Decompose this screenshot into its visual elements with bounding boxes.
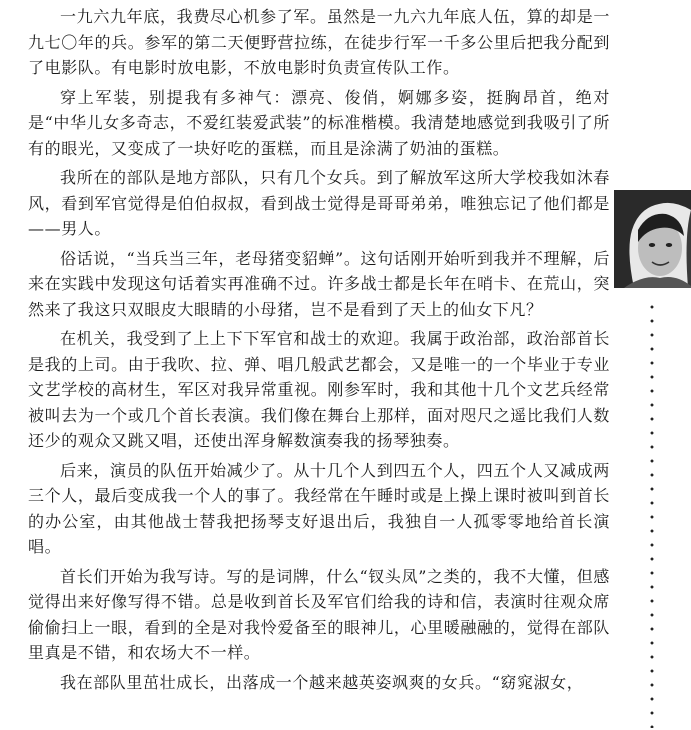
- paragraph-6: 后来，演员的队伍开始减少了。从十几个人到四五个人，四五个人又减成两三个人，最后变成我一个人的事了。我经常在午睡时或是上操上课时被叫到首长的办公室，由其他战士替我把扬琴支好退出后，我独自一人孤零零地给首长演唱。: [28, 460, 610, 556]
- paragraph-5: 在机关，我受到了上上下下军官和战士的欢迎。我属于政治部，政治部首长是我的上司。由于我吹、拉、弹、唱几般武艺都会，又是唯一的一个毕业于专业文艺学校的高材生，军区对我异常重视。刚参军时，我和其他十几个文艺兵经常被叫去为一个或几个首长表演。我们像在舞台上那样，面对咫尺之遥比我们人数还少的观众又跳又唱，还使出浑身解数演奏我的扬琴独奏。: [28, 329, 610, 450]
- document-page: [28, 4, 610, 726]
- paragraph-1: 一九六九年底，我费尽心机参了军。虽然是一九六九年底人伍，算的却是一九七〇年的兵。参军的第二天便野营拉练，在徒步行军一千多公里后把我分配到了电影队。有电影时放电影，不放电影时负责宣传队工作。: [28, 7, 610, 77]
- paragraph-7: 首长们开始为我写诗。写的是词牌，什么“钗头凤”之类的，我不大懂，但感觉得出来好像写得不错。总是收到首长及军官们给我的诗和信，表演时往观众席偷偷扫上一眼，看到的全是对我怜爱备至的眼神儿，心里暖融融的，觉得在部队里真是不错，和农场大不一样。: [28, 566, 610, 662]
- paragraph-4: 俗话说，“当兵当三年，老母猪变貂蝉”。这句话刚开始听到我并不理解，后来在实践中发现这句话着实再准确不过。许多战士都是长年在哨卡、在荒山，突然来了我这只双眼皮大眼睛的小母猪，岂不是看到了天上的仙女下凡？: [28, 248, 610, 319]
- dotted-margin-line: [650, 300, 654, 728]
- paragraph-3: 我所在的部队是地方部队，只有几个女兵。到了解放军这所大学校我如沐春风，看到军官觉得是伯伯叔叔，看到战士觉得是哥哥弟弟，唯独忘记了他们都是——男人。: [28, 168, 610, 238]
- paragraph-8: 我在部队里茁壮成长，出落成一个越来越英姿飒爽的女兵。“窈窕淑女，: [60, 672, 584, 692]
- portrait-image: [614, 190, 691, 288]
- paragraph-2: 穿上军装，别提我有多神气：漂亮、俊俏，婀娜多姿，挺胸昂首，绝对是“中华儿女多奇志，不爱红装爱武装”的标准楷模。我清楚地感觉到我吸引了所有的眼光，又变成了一块好吃的蛋糕，而且是涂满了奶油的蛋糕。: [28, 87, 610, 158]
- portrait-photo: [614, 190, 691, 288]
